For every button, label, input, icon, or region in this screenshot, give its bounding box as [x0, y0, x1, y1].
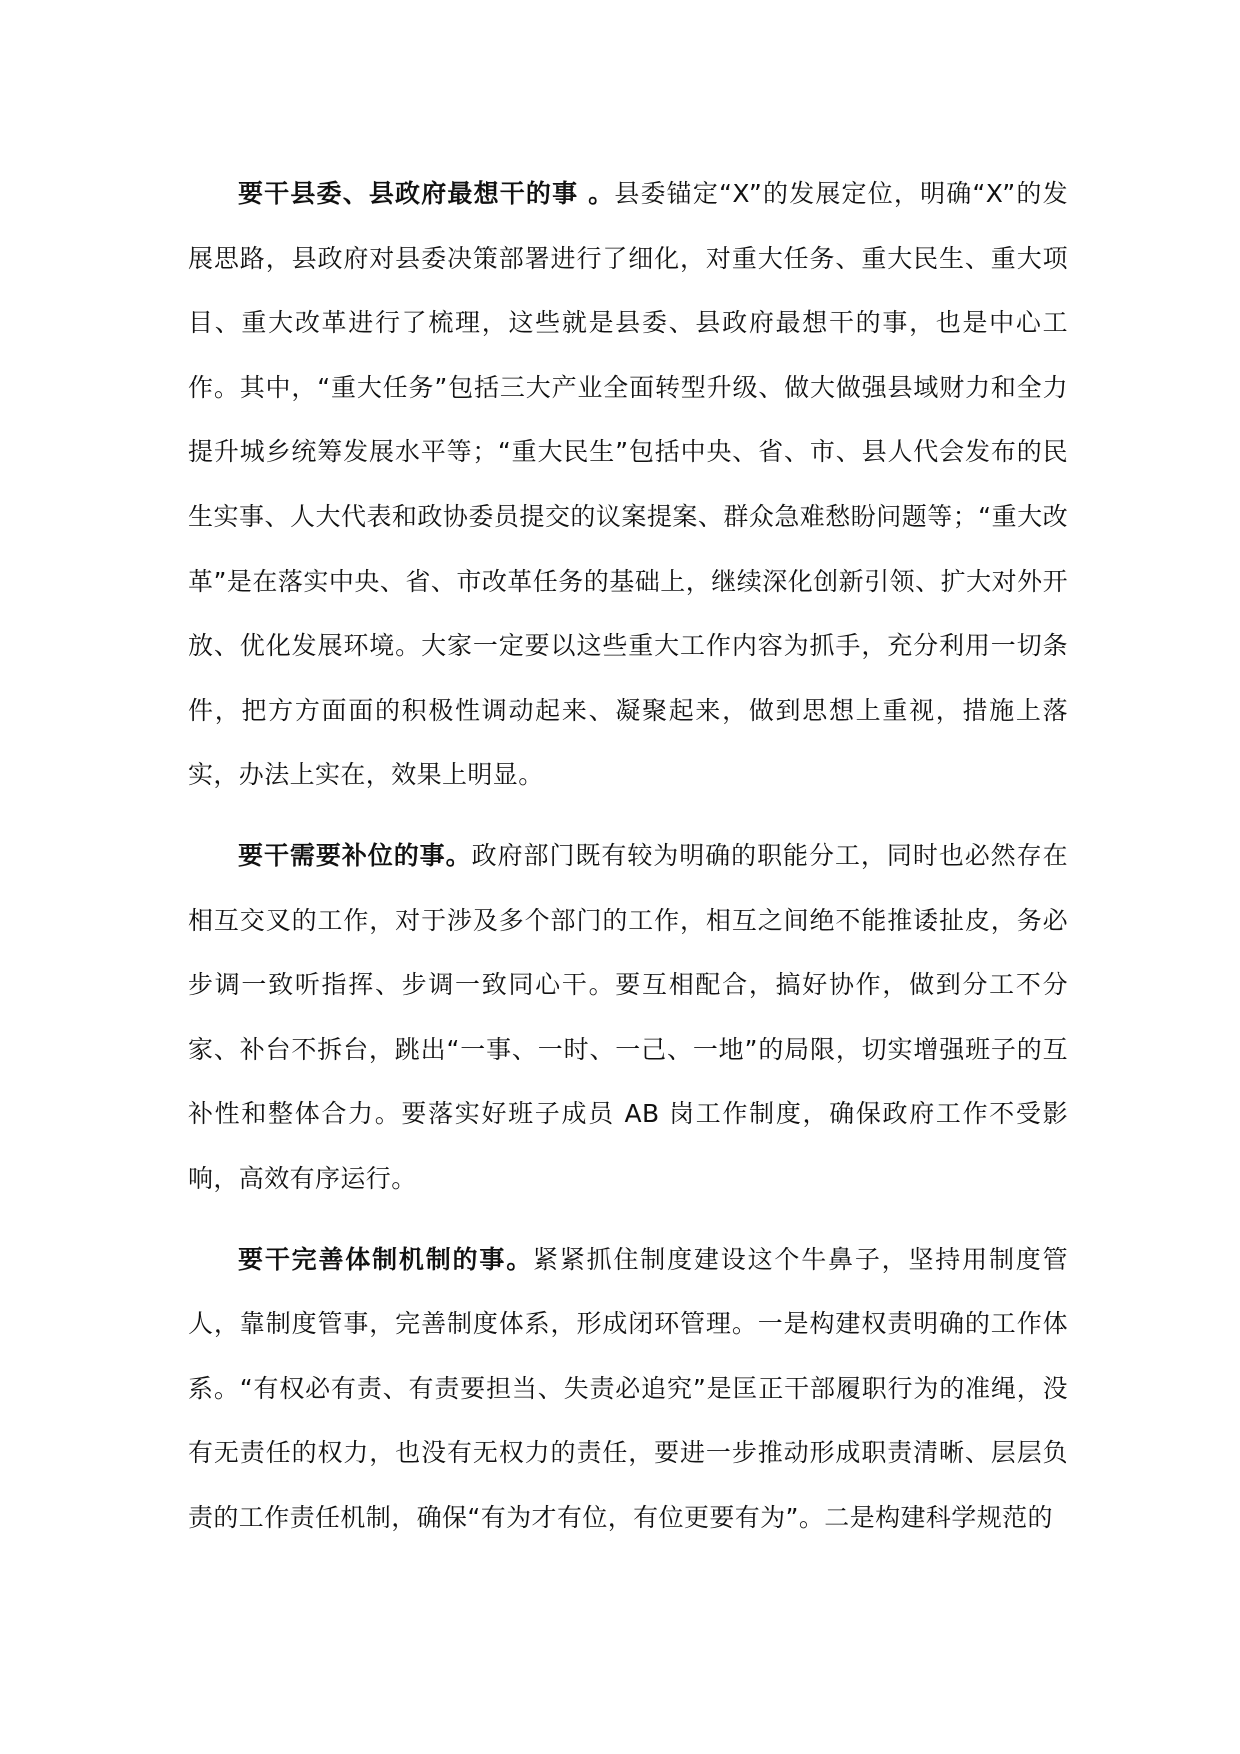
- paragraph-2: [188, 824, 1068, 1212]
- paragraph-1: [188, 162, 1068, 808]
- paragraph-3-heading: 要干完善体制机制的事。: [238, 1244, 534, 1274]
- paragraph-2-heading: 要干需要补位的事。: [238, 840, 472, 870]
- paragraph-1-heading: 要干县委、县政府最想干的事 。: [238, 179, 615, 208]
- document-body: [188, 162, 1068, 1566]
- paragraph-1-text: 县委锚定“X”的发展定位，明确“X”的发展思路，县政府对县委决策部署进行了细化，对重大任务、重大民生、重大项目、重大改革进行了梳理，这些就是县委、县政府最想干的事，也是中心工作。其中，“重大任务”包括三大产业全面转型升级、做大做强县域财力和全力提升城乡统筹发展水平等；“重大民生”包括中央、省、市、县人代会发布的民生实事、人大代表和政协委员提交的议案提案、群众急难愁盼问题等；“重大改革”是在落实中央、省、市改革任务的基础上，继续深化创新引领、扩大对外开放、优化发展环境。大家一定要以这些重大工作内容为抓手，充分利用一切条件，把方方面面的积极性调动起来、凝聚起来，做到思想上重视，措施上落实，办法上实在，效果上明显。: [188, 179, 1068, 790]
- paragraph-3: [188, 1228, 1068, 1551]
- paragraph-2-text: 政府部门既有较为明确的职能分工，同时也必然存在相互交叉的工作，对于涉及多个部门的工作，相互之间绝不能推诿扯皮，务必步调一致听指挥、步调一致同心干。要互相配合，搞好协作，做到分工不分家、补台不拆台，跳出“一事、一时、一己、一地”的局限，切实增强班子的互补性和整体合力。要落实好班子成员 AB 岗工作制度，确保政府工作不受影响，高效有序运行。: [188, 840, 1068, 1193]
- paragraph-3-text: 紧紧抓住制度建设这个牛鼻子，坚持用制度管人，靠制度管事，完善制度体系，形成闭环管理。一是构建权责明确的工作体系。“有权必有责、有责要担当、失责必追究”是匡正干部履职行为的准绳，没有无责任的权力，也没有无权力的责任，要进一步推动形成职责清晰、层层负责的工作责任机制，确保“有为才有位，有位更要有为”。二是构建科学规范的: [188, 1244, 1068, 1532]
